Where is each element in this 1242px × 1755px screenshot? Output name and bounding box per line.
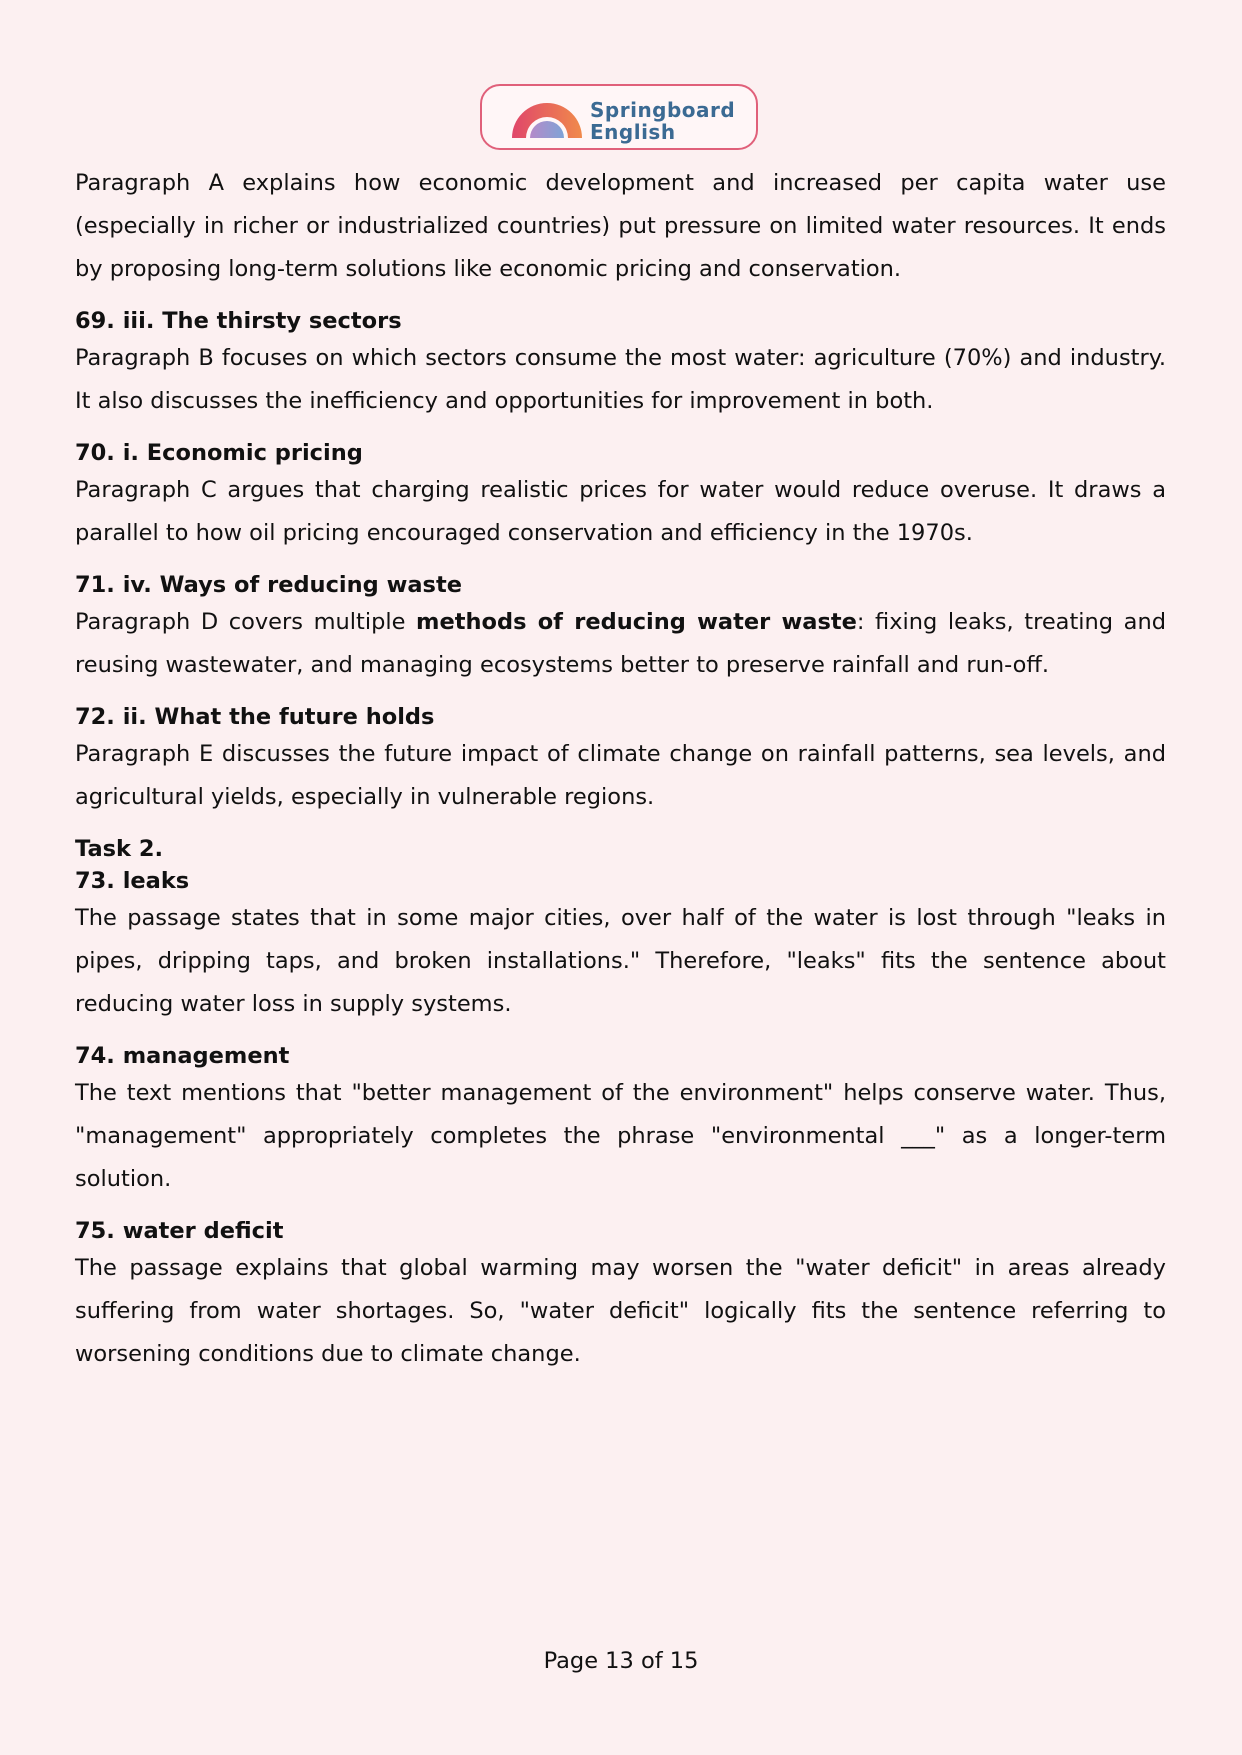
answer-71-text-before: Paragraph D covers multiple bbox=[75, 609, 417, 635]
answer-72-heading: 72. ii. What the future holds bbox=[75, 704, 435, 730]
answer-70-heading: 70. i. Economic pricing bbox=[75, 440, 363, 466]
logo-line-2: English bbox=[590, 120, 676, 144]
page-number: Page 13 of 15 bbox=[543, 1648, 699, 1674]
answer-70-explanation: Paragraph C argues that charging realistic prices for water would reduce overuse. It draws a parallel to how oil pricing encouraged conservation and efficiency in the 1970s. bbox=[75, 477, 1166, 546]
task-2-label: Task 2. bbox=[75, 836, 164, 862]
answer-71-text-after: : fixing leaks, treating and reusing wastewater, and managing ecosystems better to preserve rainfall and run-off. bbox=[75, 609, 1166, 678]
intro-paragraph: Paragraph A explains how economic development and increased per capita water use (especially in richer or industrialized countries) put pressure on limited water resources. It ends by proposing long-term solutions like economic pricing and conservation. bbox=[75, 170, 1166, 282]
answer-75-explanation: The passage explains that global warming may worsen the "water deficit" in areas already suffering from water shortages. So, "water deficit" logically fits the sentence referring to worsening conditions due to climate change. bbox=[75, 1255, 1166, 1367]
answer-69-explanation: Paragraph B focuses on which sectors consume the most water: agriculture (70%) and industry. It also discusses the inefficiency and opportunities for improvement in both. bbox=[75, 345, 1166, 414]
answer-71-heading: 71. iv. Ways of reducing waste bbox=[75, 572, 462, 598]
answer-key-content bbox=[75, 162, 1166, 1376]
answer-69-heading: 69. iii. The thirsty sectors bbox=[75, 308, 402, 334]
answer-74-explanation: The text mentions that "better management of the environment" helps conserve water. Thus, "management" appropriately completes the phrase "environmental ___" as a longer-term solution. bbox=[75, 1080, 1166, 1192]
springboard-english-logo bbox=[480, 84, 758, 150]
answer-72-explanation: Paragraph E discusses the future impact of climate change on rainfall patterns, sea levels, and agricultural yields, especially in vulnerable regions. bbox=[75, 741, 1166, 810]
logo-line-1: Springboard bbox=[590, 98, 736, 122]
answer-73-heading: 73. leaks bbox=[75, 868, 190, 894]
answer-74-heading: 74. management bbox=[75, 1043, 290, 1069]
answer-71-explanation bbox=[75, 601, 1166, 687]
answer-75-heading: 75. water deficit bbox=[75, 1218, 284, 1244]
answer-71-text-bold: methods of reducing water waste bbox=[416, 609, 857, 635]
answer-73-explanation: The passage states that in some major cities, over half of the water is lost through "leaks in pipes, dripping taps, and broken installations." Therefore, "leaks" fits the sentence about reducing water loss in supply systems. bbox=[75, 905, 1166, 1017]
rainbow-arch-icon bbox=[510, 96, 584, 140]
